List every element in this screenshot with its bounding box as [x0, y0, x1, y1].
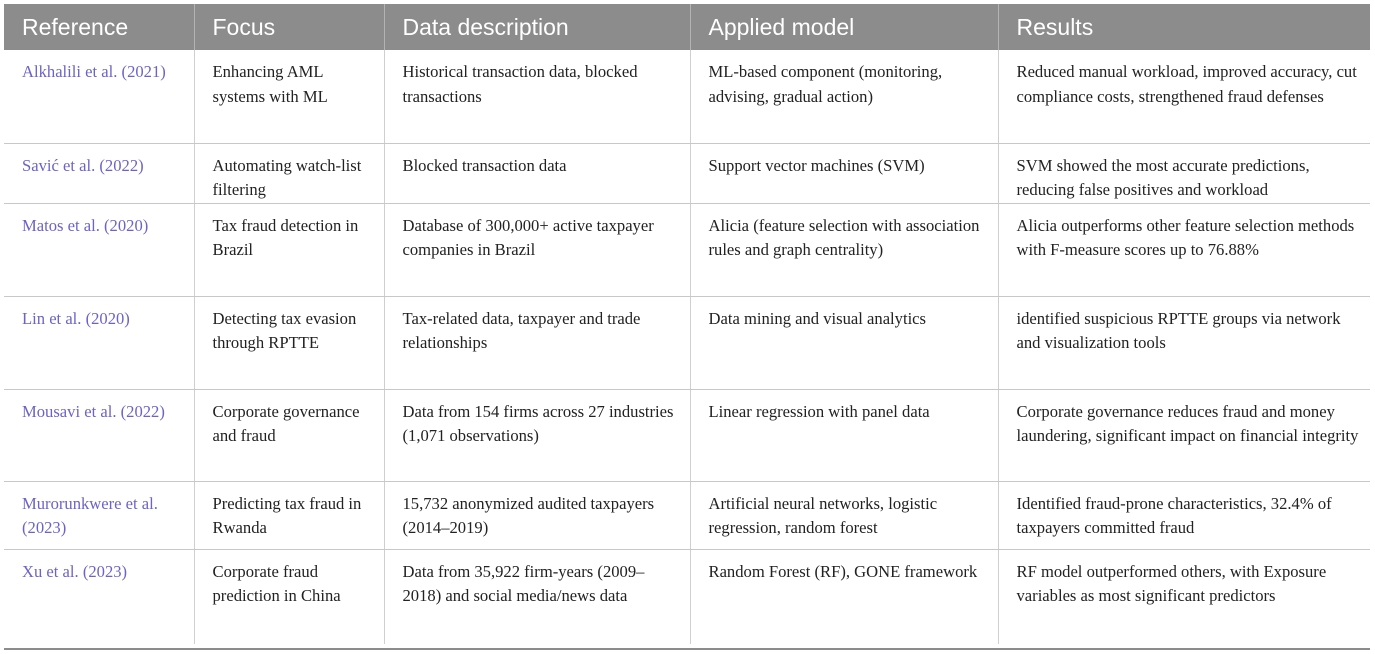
table-row	[4, 296, 1370, 389]
data-description-cell: Historical transaction data, blocked transactions	[384, 50, 690, 143]
results-cell: Corporate governance reduces fraud and money laundering, significant impact on financial integrity	[998, 389, 1370, 481]
reference-link[interactable]: Xu et al. (2023)	[22, 561, 128, 581]
results-cell: RF model outperformed others, with Exposure variables as most significant predictors	[998, 549, 1370, 644]
table-row	[4, 203, 1370, 296]
focus-cell: Detecting tax evasion through RPTTE	[194, 296, 384, 389]
table-row	[4, 389, 1370, 481]
focus-cell: Automating watch-list filtering	[194, 143, 384, 203]
applied-model-cell: Random Forest (RF), GONE framework	[690, 549, 998, 644]
table-row	[4, 143, 1370, 203]
applied-model-cell: Support vector machines (SVM)	[690, 143, 998, 203]
header-data-description: Data description	[384, 4, 690, 50]
data-description-cell: Database of 300,000+ active taxpayer companies in Brazil	[384, 203, 690, 296]
applied-model-cell: Data mining and visual analytics	[690, 296, 998, 389]
reference-link[interactable]: Mousavi et al. (2022)	[4, 389, 194, 481]
results-cell: identified suspicious RPTTE groups via network and visualization tools	[998, 296, 1370, 389]
applied-model-cell: Alicia (feature selection with association rules and graph centrality)	[690, 203, 998, 296]
data-description-cell: Tax-related data, taxpayer and trade relationships	[384, 296, 690, 389]
focus-cell: Tax fraud detection in Brazil	[194, 203, 384, 296]
focus-cell: Corporate fraud prediction in China	[194, 549, 384, 644]
results-cell: Reduced manual workload, improved accuracy, cut compliance costs, strengthened fraud defenses	[998, 50, 1370, 143]
header-results: Results	[998, 4, 1370, 50]
reference-link[interactable]: Alkhalili et al. (2021)	[4, 50, 194, 143]
table-row	[4, 481, 1370, 549]
reference-link[interactable]: Matos et al. (2020)	[4, 203, 194, 296]
table-row	[4, 549, 1370, 644]
reference-link[interactable]: Lin et al. (2020)	[4, 296, 194, 389]
table-row	[4, 50, 1370, 143]
literature-table	[4, 4, 1370, 644]
applied-model-cell: Artificial neural networks, logistic regression, random forest	[690, 481, 998, 549]
reference-link[interactable]: Murorunkwere et al. (2023)	[4, 481, 194, 549]
data-description-cell: Data from 35,922 firm-years (2009–2018) and social media/news data	[384, 549, 690, 644]
results-cell: Alicia outperforms other feature selection methods with F-measure scores up to 76.88%	[998, 203, 1370, 296]
reference-link[interactable]: Savić et al. (2022)	[4, 143, 194, 203]
data-description-cell: Blocked transaction data	[384, 143, 690, 203]
literature-table-container	[4, 4, 1370, 644]
focus-cell: Enhancing AML systems with ML	[194, 50, 384, 143]
results-cell: Identified fraud-prone characteristics, 32.4% of taxpayers committed fraud	[998, 481, 1370, 549]
applied-model-cell: ML-based component (monitoring, advising, gradual action)	[690, 50, 998, 143]
table-bottom-rule	[4, 648, 1370, 650]
header-focus: Focus	[194, 4, 384, 50]
header-reference: Reference	[4, 4, 194, 50]
table-header-row	[4, 4, 1370, 50]
focus-cell: Corporate governance and fraud	[194, 389, 384, 481]
applied-model-cell: Linear regression with panel data	[690, 389, 998, 481]
data-description-cell: Data from 154 firms across 27 industries (1,071 observations)	[384, 389, 690, 481]
data-description-cell: 15,732 anonymized audited taxpayers (2014–2019)	[384, 481, 690, 549]
focus-cell: Predicting tax fraud in Rwanda	[194, 481, 384, 549]
results-cell: SVM showed the most accurate predictions, reducing false positives and workload	[998, 143, 1370, 203]
header-applied-model: Applied model	[690, 4, 998, 50]
